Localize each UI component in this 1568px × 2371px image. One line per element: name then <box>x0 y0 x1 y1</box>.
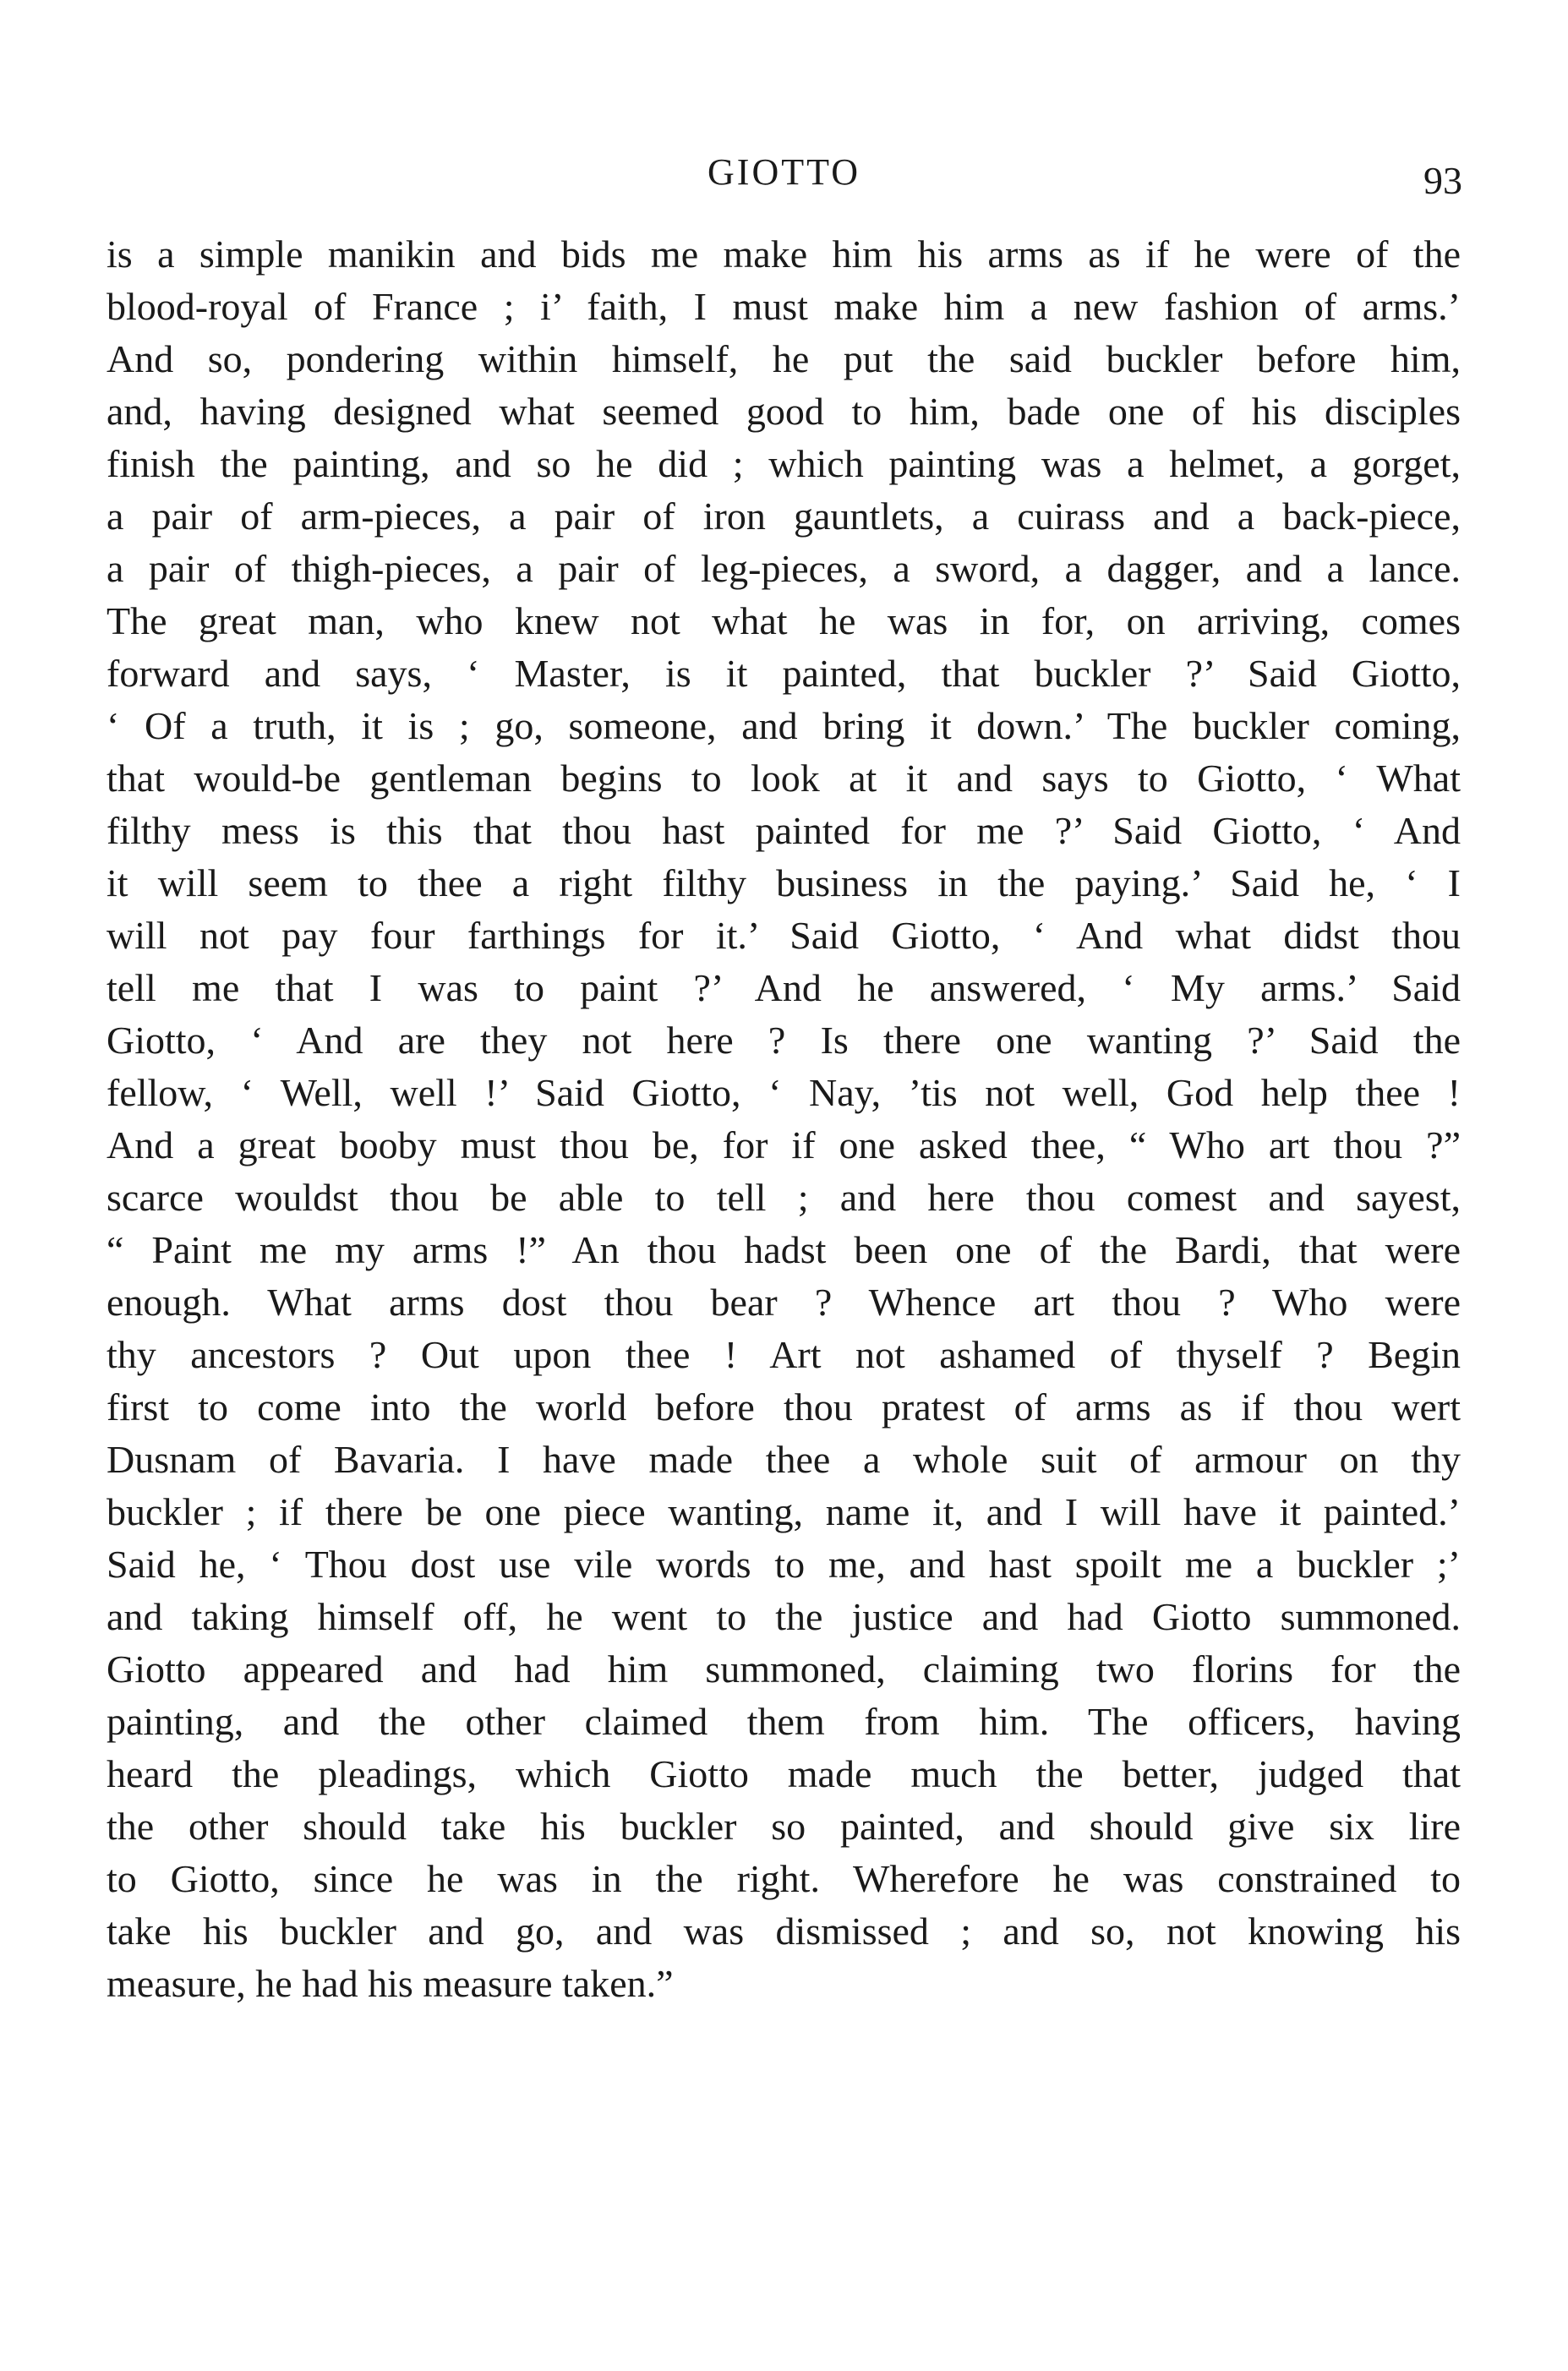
text-line: fellow, ‘ Well, well !’ Said Giotto, ‘ Nay, ’tis not well, God help thee ! <box>107 1071 1461 1114</box>
text-line: measure, he had his measure taken.” <box>107 1962 674 2005</box>
text-line: And so, pondering within himself, he put the said buckler before him, <box>107 337 1461 380</box>
text-line: Giotto, ‘ And are they not here ? Is there one wanting ?’ Said the <box>107 1019 1461 1062</box>
text-line: And a great booby must thou be, for if one asked thee, “ Who art thou ?” <box>107 1123 1461 1166</box>
text-line: filthy mess is this that thou hast painted for me ?’ Said Giotto, ‘ And <box>107 809 1461 852</box>
text-line: tell me that I was to paint ?’ And he answered, ‘ My arms.’ Said <box>107 966 1461 1009</box>
text-line: ‘ Of a truth, it is ; go, someone, and bring it down.’ The buckler coming, <box>107 704 1461 747</box>
text-line: take his buckler and go, and was dismissed ; and so, not knowing his <box>107 1909 1461 1953</box>
text-line: buckler ; if there be one piece wanting, name it, and I will have it painted.’ <box>107 1490 1461 1533</box>
text-line: The great man, who knew not what he was in for, on arriving, comes <box>107 599 1461 642</box>
text-line: forward and says, ‘ Master, is it painted, that buckler ?’ Said Giotto, <box>107 652 1461 695</box>
text-line: Said he, ‘ Thou dost use vile words to me, and hast spoilt me a buckler ;’ <box>107 1543 1461 1586</box>
text-line: “ Paint me my arms !” An thou hadst been one of the Bardi, that were <box>107 1228 1461 1271</box>
text-line: Dusnam of Bavaria. I have made thee a whole suit of armour on thy <box>107 1438 1461 1481</box>
text-line: will not pay four farthings for it.’ Said Giotto, ‘ And what didst thou <box>107 914 1461 957</box>
text-line: finish the painting, and so he did ; which painting was a helmet, a gorget, <box>107 442 1461 485</box>
text-line: enough. What arms dost thou bear ? Whence art thou ? Who were <box>107 1281 1461 1324</box>
text-line: a pair of arm-pieces, a pair of iron gauntlets, a cuirass and a back-piece, <box>107 494 1461 538</box>
text-line: it will seem to thee a right filthy business in the paying.’ Said he, ‘ I <box>107 861 1461 904</box>
text-line: painting, and the other claimed them from him. The officers, having <box>107 1700 1461 1743</box>
text-line: a pair of thigh-pieces, a pair of leg-pieces, a sword, a dagger, and a lance. <box>107 547 1461 590</box>
text-line: is a simple manikin and bids me make him his arms as if he were of the <box>107 232 1461 276</box>
text-line: blood-royal of France ; i’ faith, I must make him a new fashion of arms.’ <box>107 285 1461 328</box>
text-line: to Giotto, since he was in the right. Wherefore he was constrained to <box>107 1857 1461 1900</box>
text-line: scarce wouldst thou be able to tell ; and here thou comest and sayest, <box>107 1176 1461 1219</box>
text-line: first to come into the world before thou pratest of arms as if thou wert <box>107 1385 1461 1429</box>
text-line: Giotto appeared and had him summoned, claiming two florins for the <box>107 1647 1461 1691</box>
text-line: and taking himself off, he went to the justice and had Giotto summoned. <box>107 1595 1461 1638</box>
text-line: heard the pleadings, which Giotto made much the better, judged that <box>107 1752 1461 1795</box>
page-number: 93 <box>1423 159 1462 202</box>
text-line: and, having designed what seemed good to him, bade one of his disciples <box>107 390 1461 433</box>
body-text <box>107 228 1461 2010</box>
text-line: that would-be gentleman begins to look at it and says to Giotto, ‘ What <box>107 757 1461 800</box>
running-title: GIOTTO <box>708 151 860 193</box>
text-line: the other should take his buckler so painted, and should give six lire <box>107 1805 1461 1848</box>
text-line: thy ancestors ? Out upon thee ! Art not ashamed of thyself ? Begin <box>107 1333 1461 1376</box>
